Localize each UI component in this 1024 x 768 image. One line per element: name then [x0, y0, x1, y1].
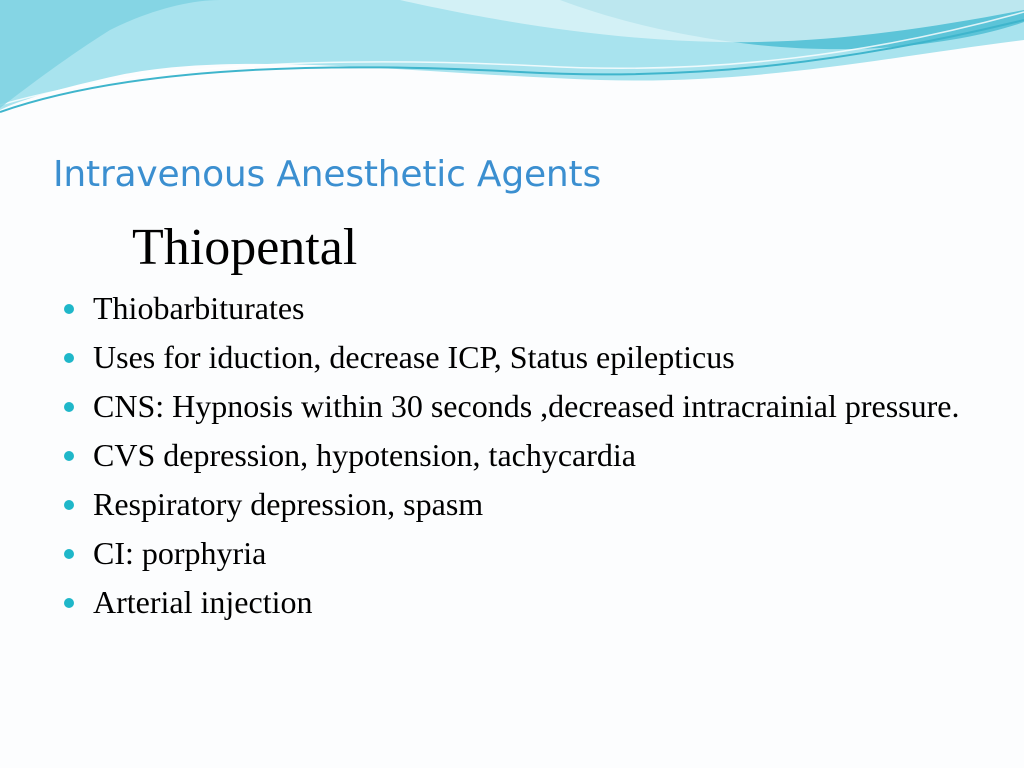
bullet-text: Thiobarbiturates [93, 290, 305, 326]
bullet-item [62, 486, 992, 523]
bullet-list [62, 290, 992, 633]
bullet-dot-icon [64, 353, 74, 363]
header-wave-decoration [0, 0, 1024, 140]
bullet-item [62, 290, 992, 327]
bullet-item [62, 584, 992, 621]
bullet-dot-icon [64, 402, 74, 412]
bullet-item [62, 535, 992, 572]
bullet-text: Arterial injection [93, 584, 313, 620]
bullet-text: CVS depression, hypotension, tachycardia [93, 437, 636, 473]
bullet-dot-icon [64, 451, 74, 461]
bullet-item [62, 339, 992, 376]
slide-subtitle: Thiopental [132, 219, 358, 276]
bullet-text: Respiratory depression, spasm [93, 486, 484, 522]
bullet-text: CNS: Hypnosis within 30 seconds ,decreased intracrainial pressure. [93, 388, 960, 424]
bullet-item [62, 437, 992, 474]
slide-title: Intravenous Anesthetic Agents [53, 154, 602, 195]
bullet-item [62, 388, 992, 425]
bullet-text: CI: porphyria [93, 535, 267, 571]
bullet-dot-icon [64, 598, 74, 608]
bullet-dot-icon [64, 500, 74, 510]
bullet-dot-icon [64, 549, 74, 559]
bullet-text: Uses for iduction, decrease ICP, Status epilepticus [93, 339, 735, 375]
bullet-dot-icon [64, 304, 74, 314]
